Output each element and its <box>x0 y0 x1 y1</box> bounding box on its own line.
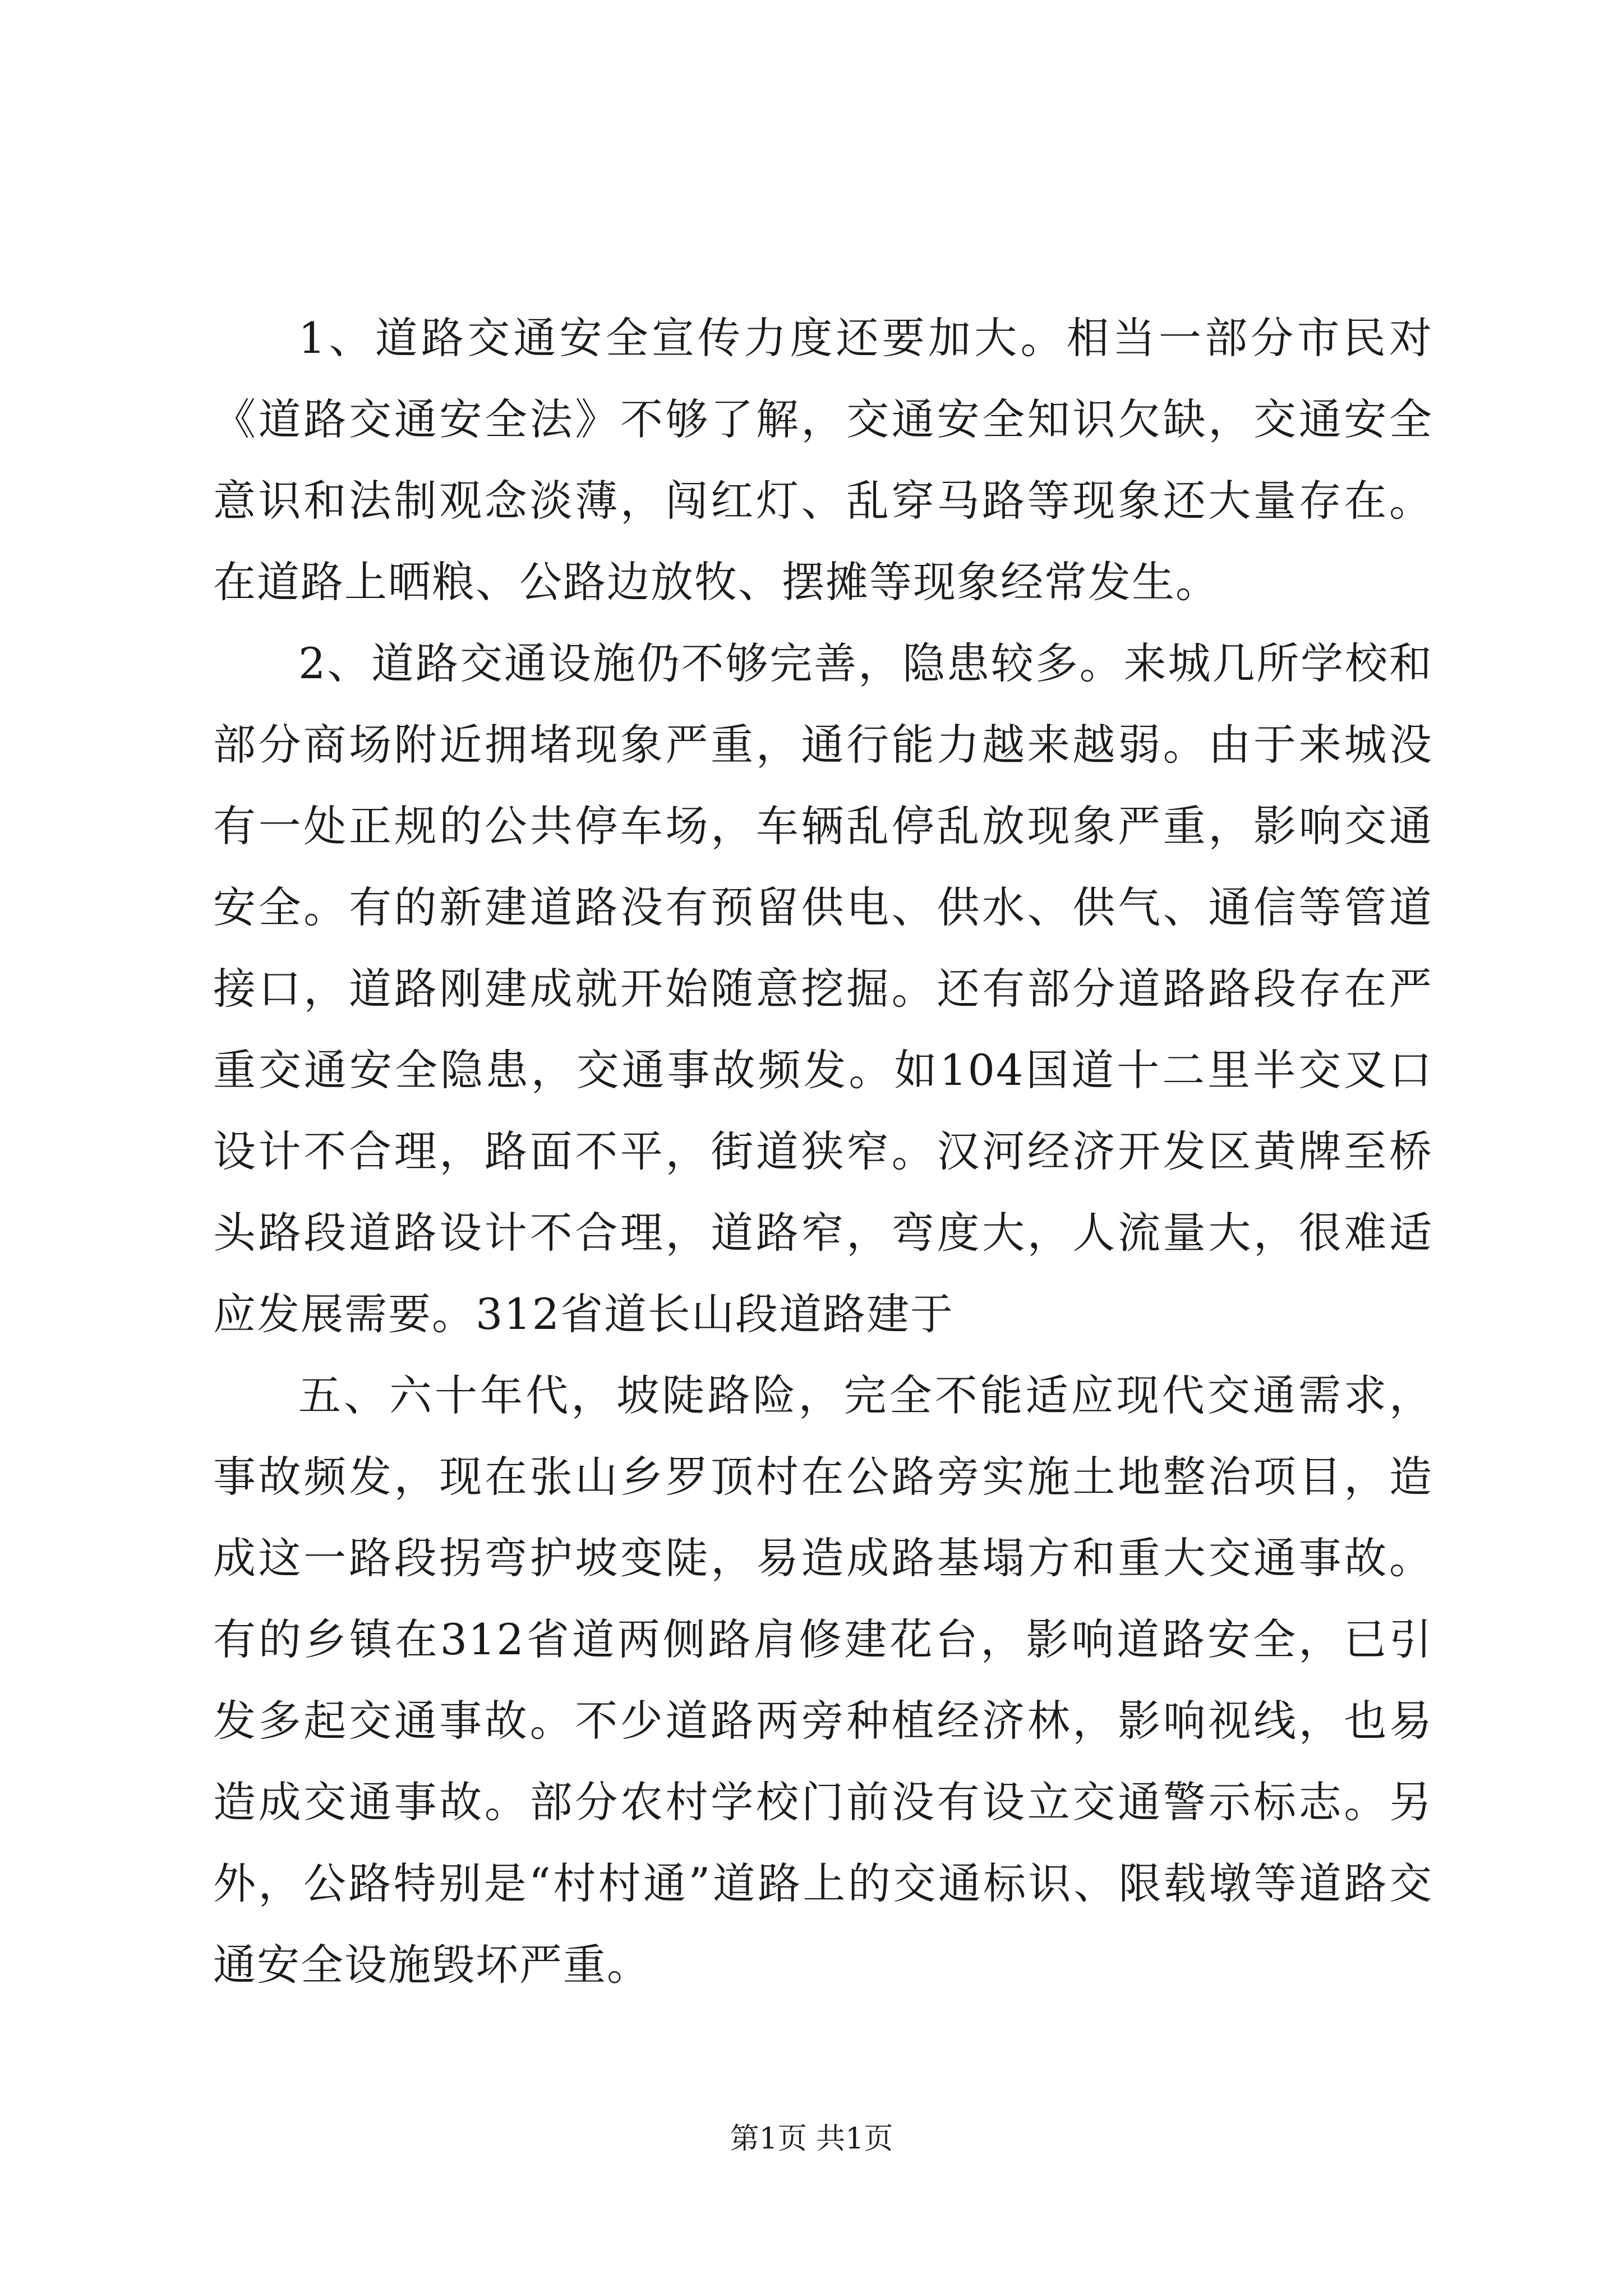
paragraph-1: 1、道路交通安全宣传力度还要加大。相当一部分市民对《道路交通安全法》不够了解，交通安全知识欠缺，交通安全意识和法制观念淡薄，闯红灯、乱穿马路等现象还大量存在。在道路上晒粮、公路边放牧、摆摊等现象经常发生。 <box>213 313 1433 607</box>
document-body <box>213 297 1433 2005</box>
page-number-label: 第1页 共1页 <box>730 2122 893 2156</box>
paragraph-3: 五、六十年代，坡陡路险，完全不能适应现代交通需求，事故频发，现在张山乡罗顶村在公路旁实施土地整治项目，造成这一路段拐弯护坡变陡，易造成路基塌方和重大交通事故。有的乡镇在312省道两侧路肩修建花台，影响道路安全，已引发多起交通事故。不少道路两旁种植经济林，影响视线，也易造成交通事故。部分农村学校门前没有设立交通警示标志。另外，公路特别是“村村通”道路上的交通标识、限载墩等道路交通安全设施毁坏严重。 <box>213 1370 1433 1990</box>
page-footer <box>0 2115 1623 2157</box>
paragraph-2: 2、道路交通设施仍不够完善，隐患较多。来城几所学校和部分商场附近拥堵现象严重，通行能力越来越弱。由于来城没有一处正规的公共停车场，车辆乱停乱放现象严重，影响交通安全。有的新建道路没有预留供电、供水、供气、通信等管道接口，道路刚建成就开始随意挖掘。还有部分道路路段存在严重交通安全隐患，交通事故频发。如104国道十二里半交叉口设计不合理，路面不平，街道狭窄。汉河经济开发区黄牌至桥头路段道路设计不合理，道路窄，弯度大，人流量大，很难适应发展需要。312省道长山段道路建于 <box>213 638 1433 1339</box>
